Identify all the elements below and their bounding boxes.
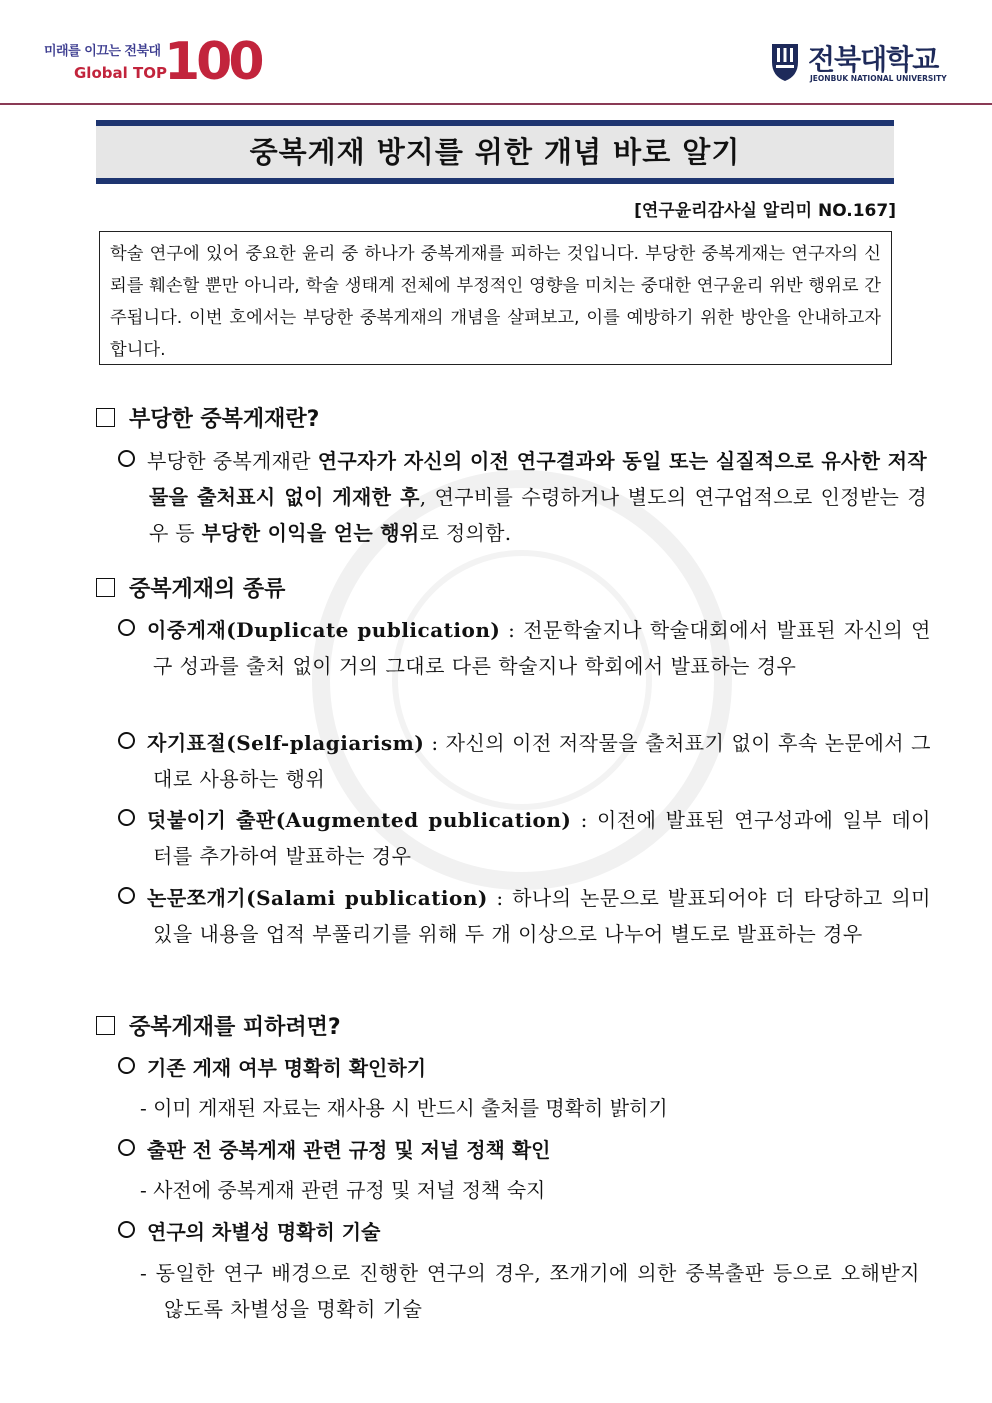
section1-heading — [96, 402, 319, 433]
checkbox-square-icon — [96, 1016, 115, 1035]
tip-title — [118, 1132, 550, 1168]
header-divider — [0, 103, 992, 105]
title-bottom-bar — [96, 178, 894, 184]
tip-detail: - 이미 게재된 자료는 재사용 시 반드시 출처를 명확히 밝히기 — [140, 1096, 668, 1120]
tip-title-text: 출판 전 중복게재 관련 규정 및 저널 정책 확인 — [147, 1138, 551, 1162]
logo-slogan: 미래를 이끄는 전북대 — [44, 44, 161, 59]
tip-title-text: 기존 게재 여부 명확히 확인하기 — [147, 1056, 427, 1080]
circle-bullet-icon — [118, 887, 135, 904]
type-term: 자기표절(Self-plagiarism) — [147, 731, 425, 755]
type-item — [118, 802, 931, 874]
section2-heading-text: 중복게재의 종류 — [129, 577, 286, 602]
tip-title-text: 연구의 차별성 명확히 기술 — [147, 1220, 381, 1244]
section2-heading — [96, 572, 285, 603]
university-logo — [768, 38, 958, 88]
university-emblem-icon — [768, 40, 802, 82]
type-desc: : 자신의 이전 저작물을 출처표기 없이 후속 논문에서 그대로 사용하는 행위 — [153, 731, 931, 791]
type-term: 덧붙이기 출판(Augmented publication) — [147, 808, 572, 832]
circle-bullet-icon — [118, 809, 135, 826]
type-item — [118, 725, 931, 797]
circle-bullet-icon — [118, 1221, 135, 1238]
tip-detail: - 사전에 중복게재 관련 규정 및 저널 정책 숙지 — [140, 1178, 546, 1202]
section1-definition — [118, 443, 927, 551]
circle-bullet-icon — [118, 1057, 135, 1074]
section1-heading-text: 부당한 중복게재란? — [129, 407, 320, 432]
type-item — [118, 612, 931, 684]
type-term: 이중게재(Duplicate publication) — [147, 618, 501, 642]
type-item — [118, 880, 931, 952]
type-term: 논문쪼개기(Salami publication) — [147, 886, 488, 910]
page-title: 중복게재 방지를 위한 개념 바로 알기 — [249, 135, 741, 169]
logo-global-top: Global TOP — [74, 64, 167, 82]
tip-title — [118, 1050, 426, 1086]
section3-heading-text: 중복게재를 피하려면? — [129, 1015, 341, 1040]
def-text-a: 부당한 중복게재란 — [147, 449, 318, 473]
checkbox-square-icon — [96, 408, 115, 427]
circle-bullet-icon — [118, 619, 135, 636]
type-desc: : 하나의 논문으로 발표되어야 더 타당하고 의미 있을 내용을 업적 부풀리기를 위해 두 개 이상으로 나누어 별도로 발표하는 경우 — [153, 886, 931, 946]
type-desc: : 전문학술지나 학술대회에서 발표된 자신의 연구 성과를 출처 없이 거의 그대로 다른 학술지나 학회에서 발표하는 경우 — [153, 618, 931, 678]
circle-bullet-icon — [118, 732, 135, 749]
circle-bullet-icon — [118, 450, 135, 467]
def-text-d: 부당한 이익을 얻는 행위 — [201, 521, 420, 545]
def-text-c: , 연구비를 수령하거나 별도의 연구업적으로 인정받는 경우 등 — [149, 485, 927, 545]
checkbox-square-icon — [96, 578, 115, 597]
university-name: 전북대학교 — [808, 43, 939, 76]
section3-heading — [96, 1010, 341, 1041]
type-desc: : 이전에 발표된 연구성과에 일부 데이터를 추가하여 발표하는 경우 — [153, 808, 931, 868]
logo-100: 100 — [164, 32, 261, 92]
def-text-b: 연구자가 자신의 이전 연구결과와 동일 또는 실질적으로 유사한 저작물을 출처표시 없이 게재한 후 — [149, 449, 927, 509]
def-text-e: 로 정의함. — [419, 521, 512, 545]
notice-number: [연구윤리감사실 알리미 NO.167] — [634, 201, 896, 221]
circle-bullet-icon — [118, 1139, 135, 1156]
university-name-english: JEONBUK NATIONAL UNIVERSITY — [810, 74, 947, 83]
tip-detail: - 동일한 연구 배경으로 진행한 연구의 경우, 쪼개기에 의한 중복출판 등으로 오해받지 않도록 차별성을 명확히 기술 — [140, 1261, 920, 1321]
tip-title — [118, 1214, 380, 1250]
global-top-100-logo — [44, 32, 261, 92]
intro-box: 학술 연구에 있어 중요한 윤리 중 하나가 중복게재를 피하는 것입니다. 부당한 중복게재는 연구자의 신뢰를 훼손할 뿐만 아니라, 학술 생태계 전체에 부정적인 영향을 미치는 중대한 연구윤리 위반 행위로 간주됩니다. 이번 호에서는 부당한 중복게재의 개념을 살펴보고, 이를 예방하기 위한 방안을 안내하고자 합니다. — [99, 231, 892, 365]
